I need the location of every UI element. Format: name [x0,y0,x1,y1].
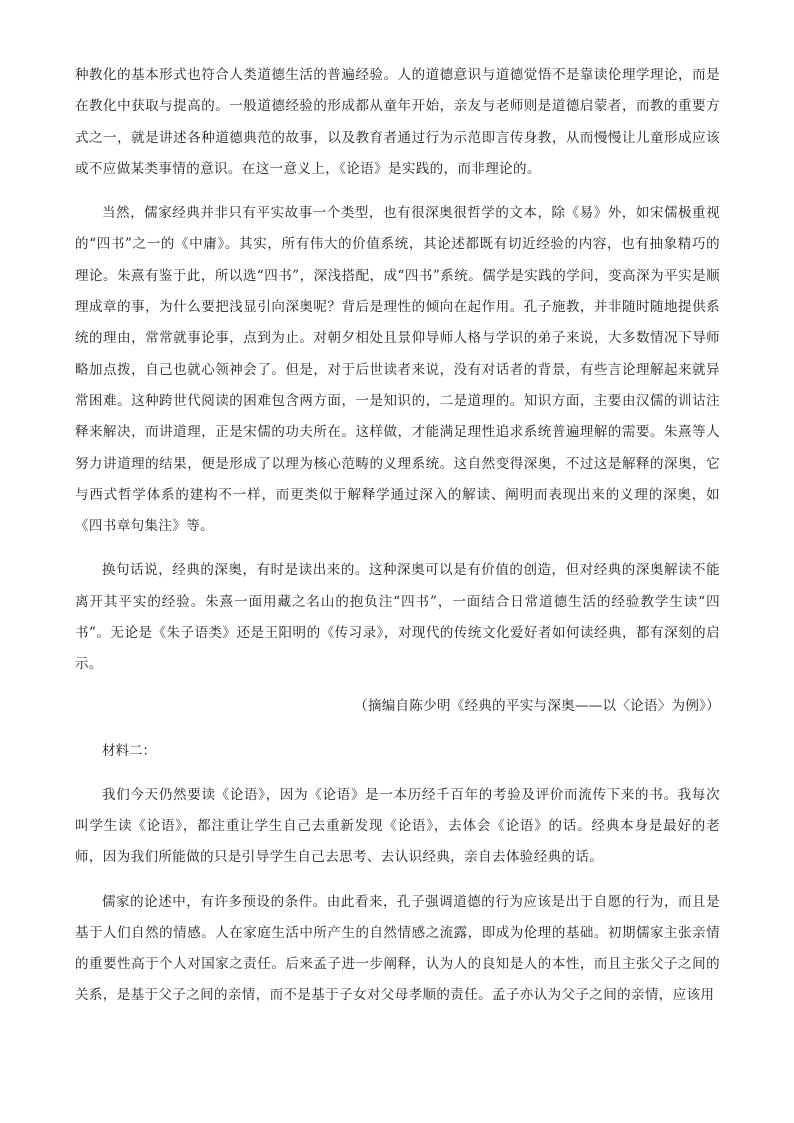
paragraph-classics-depth: 当然，儒家经典并非只有平实故事一个类型，也有很深奥很哲学的文本，除《易》外，如宋儒极重视的“四书”之一的《中庸》。其实，所有伟大的价值系统，其论述都既有切近经验的内容，也有抽象精巧的理论。朱熹有鉴于此，所以选“四书”，深浅搭配，成“四书”系统。儒学是实践的学问，变高深为平实是顺理成章的事，为什么要把浅显引向深奥呢？背后是理性的倾向在起作用。孔子施教，并非随时随地提供系统的理由，常常就事论事，点到为止。对朝夕相处且景仰导师人格与学识的弟子来说，大多数情况下导师略加点拨，自己也就心领神会了。但是，对于后世读者来说，没有对话者的背景，有些言论理解起来就异常困难。这种跨世代阅读的困难包含两方面，一是知识的，二是道理的。知识方面，主要由汉儒的训诂注释来解决，而讲道理，正是宋儒的功夫所在。这样做，才能满足理性追求系统普遍理解的需要。朱熹等人努力讲道理的结果，便是形成了以理为核心范畴的义理系统。这自然变得深奥，不过这是解释的深奥，它与西式哲学体系的建构不一样，而更类似于解释学通过深入的解读、阐明而表现出来的义理的深奥，如《四书章句集注》等。 [75,205,720,535]
paragraph-reading-depth: 换句话说，经典的深奥，有时是读出来的。这种深奥可以是有价值的创造，但对经典的深奥解读不能离开其平实的经验。朱熹一面用藏之名山的抱负注“四书”，一面结合日常道德生活的经验教学生读“四书”。无论是《朱子语类》还是王阳明的《传习录》，对现代的传统文化爱好者如何读经典，都有深刻的启示。 [75,562,720,673]
paragraph-confucian-presuppositions: 儒家的论述中，有许多预设的条件。由此看来，孔子强调道德的行为应该是出于自愿的行为，而且是基于人们自然的情感。人在家庭生活中所产生的自然情感之流露，即成为伦理的基础。初期儒家主张亲情的重要性高于个人对国家之责任。后来孟子进一步阐释，认为人的良知是人的本性，而且主张父子之间的关系，是基于父子之间的亲情，而不是基于子女对父母孝顺的责任。孟子亦认为父子之间的亲情，应该用 [75,893,720,1004]
document-page [75,60,720,1012]
paragraph-why-read-analects: 我们今天仍然要读《论语》，因为《论语》是一本历经千百年的考验及评价而流传下来的书。我每次叫学生读《论语》，都注重让学生自己去重新发现《论语》，去体会《论语》的话。经典本身是最好的老师，因为我们所能做的只是引导学生自己去思考、去认识经典，亲自去体验经典的话。 [75,786,720,866]
section-heading-material-two: 材料二： [102,742,156,759]
paragraph-continued: 种教化的基本形式也符合人类道德生活的普遍经验。人的道德意识与道德觉悟不是靠读伦理学理论，而是在教化中获取与提高的。一般道德经验的形成都从童年开始，亲友与老师则是道德启蒙者，而教的重要方式之一，就是讲述各种道德典范的故事，以及教育者通过行为示范即言传身教，从而慢慢让儿童形成应该或不应做某类事情的意识。在这一意义上，《论语》是实践的，而非理论的。 [75,67,720,177]
source-citation: （摘编自陈少明《经典的平实与深奥——以〈论语〉为例》） [354,697,720,714]
